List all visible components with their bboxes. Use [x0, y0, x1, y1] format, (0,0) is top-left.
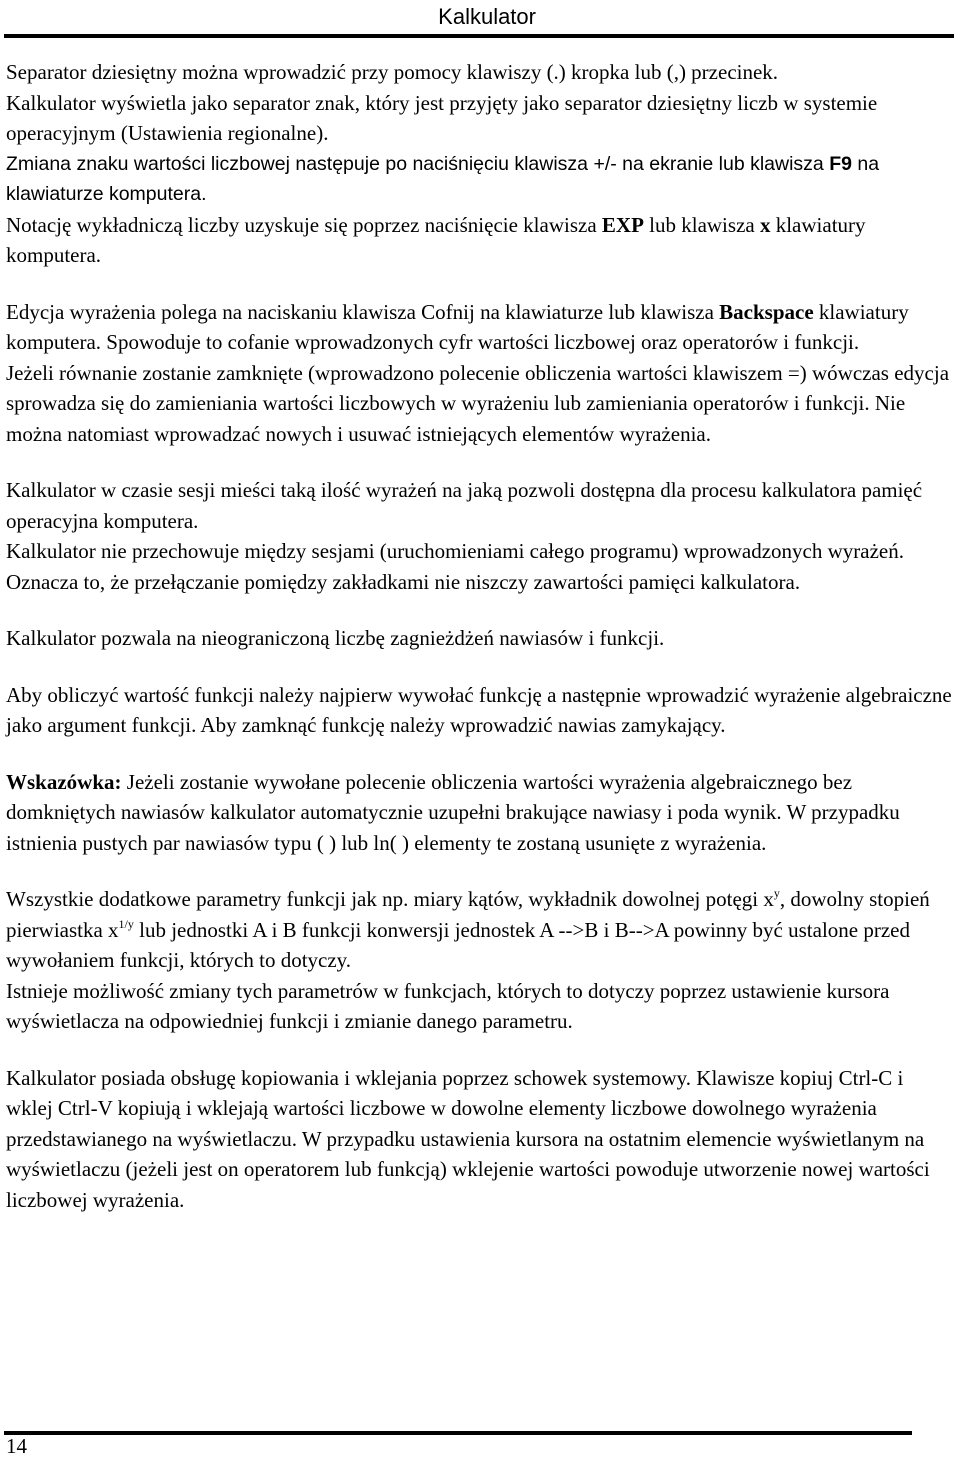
header-divider [4, 34, 954, 38]
paragraph-nesting: Kalkulator pozwala na nieograniczoną liczbę zagnieżdżeń nawiasów i funkcji. [6, 626, 665, 650]
paragraph-closed-equation: Jeżeli równanie zostanie zamknięte (wprowadzono polecenie obliczenia wartości klawiszem =) wówczas edycja sprowadza się do zamieniania wartości liczbowych w wyrażeniu lub zamieniania operatorów i funkcji. Nie można natomiast wprowadzać nowych i usuwać istniejących elementów wyrażenia. [6, 360, 950, 446]
paragraph-parameter-change: Istnieje możliwość zmiany tych parametrów w funkcjach, których to dotyczy poprzez ustawienie kursora wyświetlacza na odpowiedniej funkcji i zmianie danego parametru. [6, 978, 890, 1033]
paragraph-hint: Wskazówka: Jeżeli zostanie wywołane polecenie obliczenia wartości wyrażenia algebraicznego bez domkniętych nawiasów kalkulator automatycznie uzupełni brakujące nawiasy i poda wynik. W przypadku istnienia pustych par nawiasów typu ( ) lub ln( ) elementy te zostaną usunięte z wyrażenia. [6, 769, 900, 855]
paragraph-no-persistence: Kalkulator nie przechowuje między sesjami (uruchomieniami całego programu) wprowadzonych wyrażeń. Oznacza to, że przełączanie pomiędzy zakładkami nie niszczy zawartości pamięci kalkulatora. [6, 539, 904, 594]
hint-label: Wskazówka: [6, 769, 122, 794]
footer-divider [4, 1431, 912, 1435]
page-number: 14 [6, 1434, 27, 1458]
superscript-1-over-y: 1/y [118, 916, 134, 931]
key-x: x [759, 212, 771, 237]
paragraph-editing: Edycja wyrażenia polega na naciskaniu klawisza Cofnij na klawiaturze lub klawisza Backspace klawiatury komputera. Spowoduje to cofanie wprowadzonych cyfr wartości liczbowej oraz operatorów i funkcji. [6, 299, 909, 354]
paragraph-separator-display: Kalkulator wyświetla jako separator znak, który jest przyjęty jako separator dziesiętny liczb w systemie operacyjnym (Ustawienia regionalne). [6, 90, 878, 145]
document-body [6, 57, 954, 1215]
paragraph-exponent-notation: Notację wykładniczą liczby uzyskuje się poprzez naciśnięcie klawisza EXP lub klawisza x klawiatury komputera. [6, 212, 866, 267]
key-f9: F9 [829, 152, 852, 175]
key-exp: EXP [601, 212, 644, 237]
superscript-y: y [773, 886, 780, 900]
paragraph-decimal-separator: Separator dziesiętny można wprowadzić przy pomocy klawiszy (.) kropka lub (,) przecinek. [6, 60, 779, 84]
paragraph-sign-change: Zmiana znaku wartości liczbowej następuje po naciśnięciu klawisza +/- na ekranie lub klawisza F9 na klawiaturze komputera. [6, 152, 880, 205]
paragraph-clipboard: Kalkulator posiada obsługę kopiowania i wklejania poprzez schowek systemowy. Klawisze kopiuj Ctrl-C i wklej Ctrl-V kopiują i wklejają wartości liczbowe w dowolne elementy liczbowe dowolnego wyrażenia przedstawianego na wyświetlaczu. W przypadku ustawienia kursora na ostatnim elemencie wyświetlanym na wyświetlaczu (jeżeli jest on operatorem lub funkcją) wklejenie wartości powoduje utworzenie nowej wartości liczbowej wyrażenia. [6, 1065, 930, 1212]
page-header-title: Kalkulator [438, 4, 536, 29]
paragraph-function-parameters: Wszystkie dodatkowe parametry funkcji jak np. miary kątów, wykładnik dowolnej potęgi $x^y$, dowolny stopień pierwiastka $x^{1/y}$ lub jednostki A i B funkcji konwersji jednostek A -->B i B-->A powinny być ustalone przed wywołaniem funkcji, których to dotyczy. [6, 886, 930, 972]
paragraph-session-memory: Kalkulator w czasie sesji mieści taką ilość wyrażeń na jaką pozwoli dostępna dla procesu kalkulatora pamięć operacyjna komputera. [6, 478, 923, 533]
paragraph-function-usage: Aby obliczyć wartość funkcji należy najpierw wywołać funkcję a następnie wprowadzić wyrażenie algebraiczne jako argument funkcji. Aby zamknąć funkcję należy wprowadzić nawias zamykający. [6, 682, 952, 737]
key-backspace: Backspace [719, 299, 814, 324]
